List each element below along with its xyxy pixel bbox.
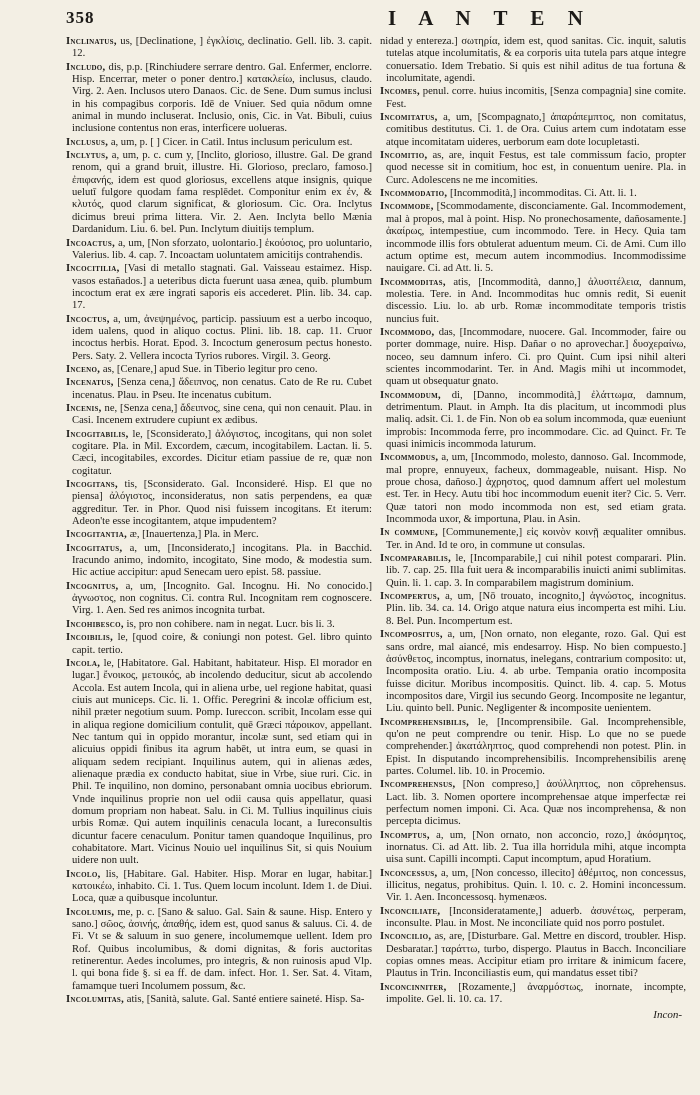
entry-definition: [Vasi di metallo stagnati. Gal. Vaisseau estaimez. Hisp. vasos estañados.] a ueteribus dicta fuerunt uasa ænea, quib. plumbum incoctum erat ex ære ingrati saporis eis accederet. Plin. lib. 34. cap. 17.	[72, 263, 372, 312]
entry-headword: Incogitantia,	[66, 529, 128, 541]
entry-definition: [Scommodamente, disconciamente. Gal. Incommodement, mal à propos, mal à point. Hisp. No pronechosamente, dañosamente.] ἀκαίρως, intempestiue, cum incommodo. Tere. in Hecy. Quia tam incommode illis fors obtulerat aduentum meum. Ci. de Ami. Cum illo actum optime est, mecum autem incommodius. Incommodissime nauigare. Ci. ad Att. li. 5.	[386, 201, 686, 275]
entry-definition: æ, [Inauertenza,] Pla. in Merc.	[129, 529, 259, 541]
dictionary-entry	[66, 543, 372, 580]
entry-headword: Incomptus,	[380, 829, 430, 841]
left-column	[58, 36, 372, 1021]
entry-definition: nidad y entereza.] σωτηρία, idem est, quod sanitas. Cic. inquit, salutis tutelas atque incolumitatis, & ea corporis uita tutela pars atque integre conuersatio. Idem Trebatio. Si quis est nihil aditus de tua fortuna & incolumitate, agendi.	[380, 36, 686, 85]
dictionary-entry	[380, 36, 686, 85]
entry-headword: Incompositus,	[380, 629, 443, 641]
dictionary-entry	[380, 629, 686, 715]
entry-definition: penul. corre. huius incomitis, [Senza compagnia] sine comite. Fest.	[386, 86, 686, 110]
dictionary-entry	[380, 452, 686, 526]
entry-headword: Incoactus,	[66, 237, 116, 249]
dictionary-entry	[66, 263, 372, 312]
entry-definition: le, [Incomprensibile. Gal. Incomprehensible, qu'on ne peut comprendre ou tenir. Hisp. Lo que no se puede comprehender.] ἀκατάληπτος, quod comprehendi non potest. Plin. in Epist. In disputando incomprehensibilis. Incomprehensibilis arenę partes. Columel. lib. 10. in Procemio.	[386, 716, 686, 777]
entry-definition: as, are, [Disturbare. Gal. Mettre en discord, troubler. Hisp. Desbaratar.] ταράττω, turbo, dispergo. Plautus in Bacch. Inconciliare copias omnes meas. Accipitur etiam pro irritare & inimicum facere, Plautus in Trin. Inconciliastis eum, qui mandatus esset tibi?	[386, 931, 687, 980]
dictionary-entry	[66, 238, 372, 263]
dictionary-entry	[380, 327, 686, 389]
entry-headword: Incognitus,	[66, 580, 119, 592]
dictionary-entry	[380, 982, 686, 1007]
dictionary-entry	[380, 906, 686, 931]
entry-headword: Incomparabilis,	[380, 553, 452, 565]
entry-headword: Incomitatus,	[380, 112, 438, 124]
dictionary-entry	[380, 201, 686, 275]
entry-definition: as, are, inquit Festus, est tale commissum facio, propter quod necesse sit in comitium, hoc est, in conuentum uenire. Pla. in Curc. Adolescens ne me incomities.	[386, 150, 686, 186]
entry-definition: le, [quod coire, & coniungi non potest. Gel. libro quinto capit. tertio.	[72, 632, 372, 656]
entry-definition: is, pro non cohibere. nam in negat. Lucr. bis li. 3.	[126, 618, 335, 630]
dictionary-entry	[66, 994, 372, 1006]
entry-definition: atis, [Incommodità, danno,] ἀλυσιτέλεια, dannum, molestia. Tere. in And. Incommoditas huc omnis redit, Si euenit discessio. Liu. lo. ab urb. Romæ incommoditate temporis tristis nuncius fuit.	[386, 276, 686, 325]
entry-headword: Incogitabilis,	[66, 428, 129, 440]
entry-headword: Incompertus,	[380, 591, 440, 603]
entry-headword: Incolumitas,	[66, 994, 125, 1006]
entry-headword: Incoctus,	[66, 313, 110, 325]
dictionary-entry	[380, 830, 686, 867]
entry-definition: a, um, [Nō trouato, incognito,] ἀγνώστος, incognitus. Plin. lib. 34. ca. 14. Origo atque natura eius incomperta est mihi. Liu. 8. Bel. Pun. Incompertum est.	[386, 591, 687, 627]
entry-definition: a, um, p. c. cum y, [Inclito, glorioso, illustre. Gal. De grand renom, qui a grand bruit, illustre. Hi. Glorioso, preclaro, famoso.] ἐπιφανής, idem est quod gloriosus, excellens atque insignis, quique uelutī fulgore quodam fama resplēdet. Componitur enim ex ἐν, & κλυτός, quod clarum significat, & gloriosum. Cic. Ora. Inclytus dicimus breui prima littera. Vir. 2. Aen. Inclyta bello Mænia Dardanidum. Liu. 6. bel. Pun. Inclytum diuitijs templum.	[72, 150, 372, 236]
page-number: 358	[66, 8, 95, 27]
entry-definition: [Non compreso,] ἀσύλληπτος, non cōprehensus. Lact. lib. 3. Nomen oportere incomprehensae atque imperfectæ rei perfectum nomen imponi. Ci. Aca. Quæ nos incomprehensa, & non percepta dicimus.	[386, 779, 686, 828]
dictionary-entry	[66, 314, 372, 363]
entry-definition: atis, [Sanità, salute. Gal. Santé entiere saineté. Hisp. Sa-	[126, 994, 365, 1006]
entry-headword: Incogitans,	[66, 479, 118, 491]
dictionary-entry	[66, 869, 372, 906]
entry-headword: Includo,	[66, 61, 106, 73]
dictionary-entry	[380, 86, 686, 111]
entry-headword: Incommode,	[380, 201, 434, 213]
entry-definition: le, [Habitatore. Gal. Habitant, habitateur. Hisp. El morador en lugar.] ἔνοικος, μετοικός, ab incolendo deducitur, sicut ab accolendo Accola. Est autem Incola, qui in aliena urbe, uel regione habitat, quasi ciuis aut municeps. Cic. li. 1. Offic. Peregrini & incolæ officium est, nihil præter negotium suum. Pomp. Iureccon. scribit, Incolam esse qui in aliqua regione domicilium contulit, quē Græci πάροικον, appellant. Nec tantum qui in oppido morantur, incolæ sunt, sed etiam qui in alicuius oppidi finibus ita agrum habēt, ut intra eum, se quasi in aliquam sedem recipiant. Inquilinus autem, qui in alienas ædes, alienaque prædia ex conducto habitat, siue in Vrbe, siue ruri. Cic. in Phil. Te inquilino, non domino, personabant omnia uocibus ebriorum. Vnde inquilinus proprie non uel odii causa quis appellatur, quasi domum propriam non habeat. Salu. in Ci. M. Tullius inquilinus ciuis urbis Romæ. Qui autem inquilinis cenacula locant, a Iureconsultis dicuntur facere cenaculum. Ponitur tamen quandoque Inquilinus, pro cohabitatore. Mart. Vicinus Nouio uel inquilinus Sit, si quis Nouium uidere non uult.	[72, 657, 372, 867]
dictionary-entry	[380, 553, 686, 590]
entry-definition: a, um, [Non ornato, non elegante, rozo. Gal. Qui est sans ordre, mal aiancé, mis endesarroy. Hisp. No bien compuesto.] ἀσύνθετος, incomptus, inornatus, inelegans, contrarium composito: ut, Incomposita oratio. Liu. 4. ab urbe. Tempania oratio incomposita fuisse dicitur. Moribus incompositis. Quinct. lib. 4. cap. 5. Motus incompositos dare, Virgil ius secundo Georg. Incomposite ne legantur, Liu. quinto bell. Punic. Negligenter & incomposite uenientem.	[386, 629, 686, 715]
entry-headword: Incolo,	[66, 868, 101, 880]
two-column-body	[58, 36, 686, 1021]
entry-headword: Incomprehensibilis,	[380, 716, 470, 728]
entry-headword: Inclytus,	[66, 150, 109, 162]
entry-definition: a, um, p. [ ] Cicer. in Catil. Intus inclusum periculum est.	[110, 136, 353, 148]
entry-headword: Incommodo,	[380, 326, 435, 338]
dictionary-entry	[380, 188, 686, 200]
entry-definition: a, um, [Scompagnato,] ἀπαράπεμπτος, non comitatus, comitibus destitutus. Ci. 1. de Ora. Cuius artem cum indotatam esse atque incomitatam uideres, uerborum eam dote locupletasti.	[386, 112, 686, 148]
entry-headword: Incomitio,	[380, 150, 428, 162]
dictionary-entry	[380, 277, 686, 326]
dictionary-entry	[66, 429, 372, 478]
entry-headword: Incomes,	[380, 86, 420, 98]
entry-definition: [Inconsideratamente,] aduerb. ἀσυνέτως, perperam, inconsulte. Plau. in Most. Ne inconciliate quid nos porro postulet.	[386, 905, 686, 930]
entry-headword: Inceno,	[66, 363, 101, 375]
dictionary-entry	[380, 931, 686, 980]
entry-headword: Incola,	[66, 657, 101, 669]
dictionary-entry	[66, 619, 372, 631]
entry-definition: [Rozamente,] ἀναρμόστως, inornate, incompte, impolite. Gel. li. 10. ca. 17.	[386, 981, 686, 1006]
entry-headword: Incocitilia,	[66, 263, 120, 275]
entry-headword: In commune,	[380, 527, 439, 539]
dictionary-entry	[66, 529, 372, 541]
entry-definition: le, [Incomparabile,] cui nihil potest comparari. Plin. lib. 7. cap. 25. Illa fuit uera & incomparabilis inuicti animi sublimitas. Quin. li. 1. cap. 3. In comparabilem magistrum dominium.	[386, 553, 686, 589]
entry-definition: a, um, [Incognito. Gal. Incognu. Hi. No conocido.] ἀγνωστος, non cognitus. Ci. contra Rul. Incognitam rem cognoscere. Virg. 1. Aen. Sed res animos incognita turbat.	[72, 580, 372, 617]
entry-headword: Inclinatus,	[66, 36, 117, 47]
entry-headword: Inconcilio,	[380, 931, 432, 943]
entry-definition: [Communemente,] εἰς κοινὸν κοινῇ æqualiter omnibus. Ter. in And. Id te oro, in commune ut consulas.	[386, 527, 686, 551]
dictionary-entry	[66, 36, 372, 61]
entry-definition: us, [Declinatione, ] ἐγκλίσις, declinatio. Gell. lib. 3. capit. 12.	[72, 36, 372, 60]
entry-headword: Incenatus,	[66, 377, 114, 389]
right-column	[380, 36, 686, 1021]
entry-definition: le, [Sconsiderato,] ἀλόγιστος, incogitans, qui non solet cogitare. Pla. in Mil. Excordem, cæcum, incogitabilem. Lactan. li. 5. Cæci, incogitabiles, excordes. Dicitur etiam passiue de re, quæ non cogitatur.	[72, 428, 372, 477]
entry-headword: Incohibesco,	[66, 618, 124, 630]
entry-headword: Incomprehensus,	[380, 779, 456, 791]
dictionary-entry	[66, 907, 372, 993]
entry-definition: a, um, [Inconsiderato,] incogitans. Pla. in Bacchid. Iracundo animo, indomito, incogitato, Sine modo, & modestia sum. Hic actiue accipitur: apud Senecam uero epist. 58. passiue.	[72, 542, 372, 579]
entry-definition: [Senza cena,] ἄδειπνος, non cenatus. Cato de Re ru. Cubet incenatus. Plau. in Pseu. Ite incenatus cubitum.	[72, 377, 372, 401]
entry-headword: Incommoditas,	[380, 276, 446, 288]
dictionary-entry	[380, 591, 686, 628]
dictionary-entry	[380, 779, 686, 828]
entry-headword: Incolumis,	[66, 906, 115, 918]
entry-definition: a, um, [Non sforzato, uolontario.] ἑκούσιος, pro uoluntario, Valerius. lib. 4. cap. 7. Incoactam uoluntatem amicitijs contrahendis.	[72, 237, 372, 261]
entry-headword: Incogitatus,	[66, 542, 123, 554]
dictionary-entry	[66, 479, 372, 528]
entry-definition: a, um, [Non ornato, non acconcio, rozo,] ἀκόσμητος, inornatus. Ci. ad Att. lib. 2. Tua illa horridula mihi, atque incompta uisa sunt. Capilli incompti. Caput incomptum, apud Horatium.	[386, 829, 686, 866]
entry-definition: a, um, [Incommodo, molesto, dannoso. Gal. Incommode, mal propre, ennuyeux, facheux, dommageable, nuisant. Hisp. No proue chosa, dañoso.] ἀχρηστος, quod damnum affert uel molestum est. Ter. in Hecy. Autu tibi hoc incommodum euenit iter? Cic. 5. Verr. Quæ tatori non modo incommoda non est, sed etiam grata. Incommoda uxor, & importuna, Plau. in Asin.	[386, 452, 686, 526]
entry-headword: Inconciliate,	[380, 905, 441, 917]
catchword: Incon-	[653, 1009, 682, 1022]
dictionary-entry	[66, 658, 372, 868]
dictionary-entry	[380, 717, 686, 779]
entry-definition: das, [Incommodare, nuocere. Gal. Incommoder, faire ou porter dommage, nuire. Hisp. Dañar o no aprovechar.] δυσχεραίνω, noceo, seu damnum infero. Ci. pro Quint. Cum ipsi nihil alteri scientes incommodarint. Ter. in And. Magis mihi ut incommodet, quam ut obsequatur gnato.	[386, 326, 686, 388]
entry-headword: Incommodus,	[380, 452, 439, 464]
dictionary-entry	[380, 868, 686, 905]
entry-headword: Incommodum,	[380, 389, 442, 401]
running-head: I A N T E N	[388, 6, 592, 30]
dictionary-entry	[380, 390, 686, 452]
dictionary-entry	[380, 112, 686, 149]
entry-definition: me, p. c. [Sano & saluo. Gal. Sain & saune. Hisp. Entero y sano.] σῶος, ἀσινής, ἀπαθής, idem est, quod sanus & saluus. Ci. 4. de Fi. Vt se & saluum in suo genere, incolumemque uellent. Idem pro Rof. Quibus incolumibus, & domi dignitas, & foris auctoritas retinerentur. Aedes incolumes, pro integris, & non ruinosis apud Vlp. l. qui bona fide §. si ea ff. de dam. infect. Hor. 1. Ser. Sat. 4. Vitam, famamque tueri Incolumem possum, &c.	[72, 906, 372, 992]
entry-headword: Inconcessus,	[380, 867, 438, 879]
entry-definition: di, [Danno, incommodità,] ἐλάττωμα, damnum, detrimentum. Plaut. in Amph. Ita dis placitum, ut incommodi plus maliq. adsit. Ci. 1. de Fin. Non ob ea solum incommoda, quæ eueniunt improbis: Incommoda ferre, pro incommodare. Cic. ad Quinct. Fr. Te quasi inimicis incommoda laturum.	[386, 389, 687, 450]
entry-definition: ne, [Senza cena,] ἄδειπνος, sine cena, qui non cenauit. Plau. in Casi. Incenem extrudere cupiunt ex ædibus.	[72, 402, 372, 427]
dictionary-entry	[380, 150, 686, 187]
entry-definition: tis, [Sconsiderato. Gal. Inconsideré. Hisp. El que no piensa] ἀλόγιστος, inconsideratus, non satis perpendens, ea quæ aggreditur. Ter. in Phor. Quod nisi fuissem incogitans. Et iterum: Adeon'te esse incogitantem, atque impudentem?	[72, 479, 372, 528]
entry-definition: dis, p.p. [Rinchiudere serrare dentro. Gal. Enfermer, enclorre. Hisp. Encerrar, meter o poner dentro.] κατακλείω, inclusus, claudo. Virg. 2. Aen. Inclusos utero Danaos. Cic. de Sene. Dum sumus inclusi in his compagibus corporis. Idē de Vniuer. Sed quia nōdum omne animal in mundo incluserat. Inclusio, onis, Cic. in Vat. Bibuli, cuius inclusione contentus non eras, interficere uolueras.	[72, 61, 372, 135]
page-header	[58, 6, 686, 36]
dictionary-entry	[66, 632, 372, 657]
dictionary-entry	[380, 527, 686, 552]
entry-definition: [Incommodità,] incommoditas. Ci. Att. li. 1.	[449, 188, 637, 200]
dictionary-entry	[66, 364, 372, 376]
entry-definition: a, um, [Non concesso, illecito] ἀθέμιτος, non concessus, illicitus, negatus, prohibitus. Quin. l. 10. c. 2. Homini inconcessum. Vir. 1. Aen. Inconcessosq. hymenæos.	[386, 867, 686, 904]
dictionary-entry	[66, 377, 372, 402]
entry-headword: Incommodatio,	[380, 188, 448, 200]
entry-headword: Incoibilis,	[66, 632, 114, 644]
entry-definition: as, [Cenare,] apud Sue. in Tiberio legitur pro ceno.	[102, 363, 318, 375]
entry-headword: Inclusus,	[66, 136, 109, 148]
entry-headword: Incenis,	[66, 402, 102, 414]
dictionary-entry	[66, 581, 372, 618]
entry-headword: Inconcinniter,	[380, 981, 447, 993]
dictionary-entry	[66, 403, 372, 428]
dictionary-entry	[66, 137, 372, 149]
entry-definition: a, um, ἀνεψημένος, particip. passiuum est a uerbo incoquo, idem ualens, quod in aliquo coctus. Plini. lib. 18. cap. 11. Cruor incoctus herbis. Horat. Epod. 3. Incoctum generosum pectus honesto. Pers. Saty. 2. Vellera incocta Tyrios rubores. Virgil. 3. Georg.	[72, 313, 372, 362]
dictionary-entry	[66, 150, 372, 236]
dictionary-entry	[66, 62, 372, 136]
entry-definition: lis, [Habitare. Gal. Habiter. Hisp. Morar en lugar, habitar.] κατοικέω, inhabito. Ci. 1. Tus. Quem locum incolunt. Idem 1. de Diui. Loca, quæ a quibusque incoluntur.	[72, 868, 372, 905]
